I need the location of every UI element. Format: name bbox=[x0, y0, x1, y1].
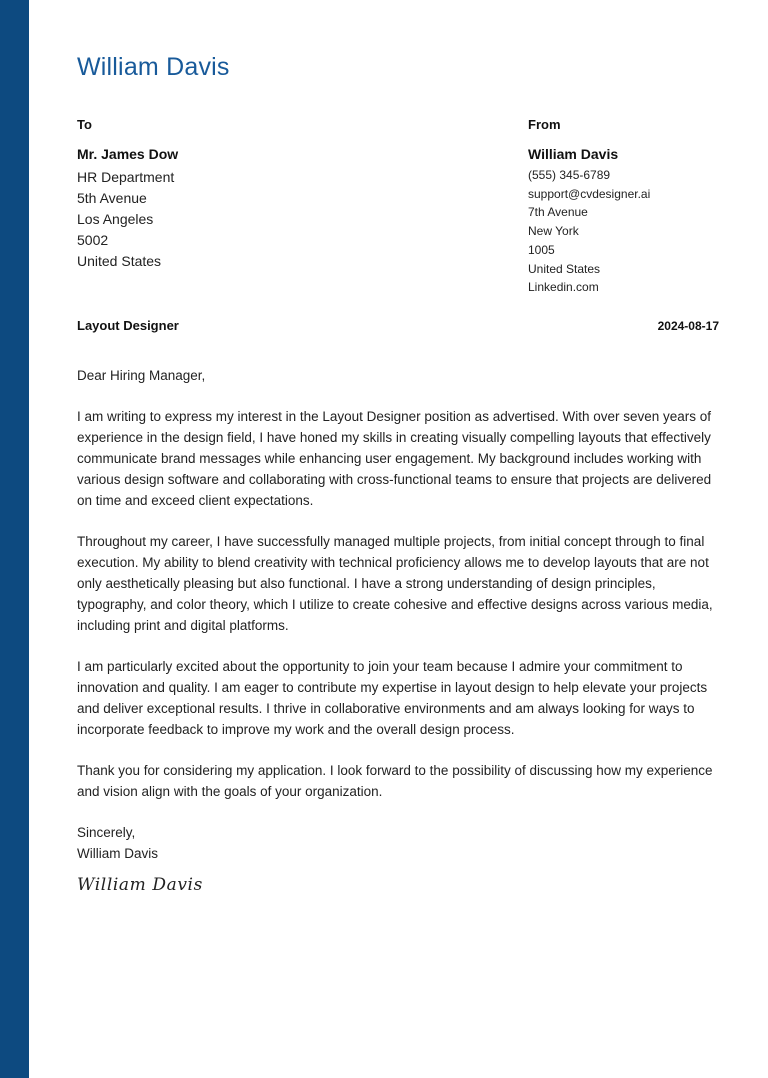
sidebar-accent-bar bbox=[0, 0, 29, 1078]
sender-city: New York bbox=[528, 224, 579, 239]
letter-body bbox=[77, 365, 717, 896]
body-paragraph-2: Throughout my career, I have successfully managed multiple projects, from initial concept through to final execution. My ability to blend creativity with technical proficiency allows me to develop layouts that are not only aesthetically pleasing but also functional. I have a strong understanding of design principles, typography, and color theory, which I utilize to create cohesive and effective designs across various media, including print and digital platforms. bbox=[77, 534, 713, 633]
letter-date: 2024-08-17 bbox=[657, 319, 719, 333]
closing-name: William Davis bbox=[77, 846, 158, 861]
sender-country: United States bbox=[528, 261, 601, 276]
sender-label: From bbox=[528, 117, 561, 132]
sender-name: William Davis bbox=[528, 146, 619, 162]
recipient-name: Mr. James Dow bbox=[77, 146, 179, 162]
job-title: Layout Designer bbox=[77, 318, 179, 333]
recipient-country: United States bbox=[77, 253, 162, 269]
closing-phrase: Sincerely, bbox=[77, 825, 136, 840]
sender-street: 7th Avenue bbox=[528, 205, 588, 220]
recipient-street: 5th Avenue bbox=[77, 190, 147, 206]
sender-block bbox=[528, 117, 758, 297]
body-paragraph-1: I am writing to express my interest in the Layout Designer position as advertised. With over seven years of experience in the design field, I have honed my skills in creating visually compelling layouts that effectively communicate brand messages while enhancing user engagement. My background includes working with various design software and collaborating with cross-functional teams to ensure that projects are delivered on time and exceed client expectations. bbox=[77, 409, 712, 508]
recipient-city: Los Angeles bbox=[77, 211, 154, 227]
sender-postal-code: 1005 bbox=[528, 242, 555, 257]
body-paragraph-4: Thank you for considering my application. I look forward to the possibility of discussing how my experience and vision align with the goals of your organization. bbox=[77, 763, 713, 799]
page-title: William Davis bbox=[77, 53, 230, 81]
body-paragraph-3: I am particularly excited about the opportunity to join your team because I admire your commitment to innovation and quality. I am eager to contribute my expertise in layout design to help elevate your projects and deliver exceptional results. I thrive in collaborative environments and am always looking for ways to incorporate feedback to improve my work and the overall design process. bbox=[77, 659, 708, 737]
salutation: Dear Hiring Manager, bbox=[77, 368, 206, 383]
sender-website: Linkedin.com bbox=[528, 280, 599, 295]
sender-phone: (555) 345-6789 bbox=[528, 168, 611, 182]
recipient-department: HR Department bbox=[77, 169, 175, 185]
sender-email: support@cvdesigner.ai bbox=[528, 186, 651, 201]
recipient-label: To bbox=[77, 117, 92, 132]
recipient-block bbox=[77, 117, 377, 272]
recipient-postal-code: 5002 bbox=[77, 232, 109, 248]
handwritten-signature: William Davis bbox=[77, 875, 203, 895]
